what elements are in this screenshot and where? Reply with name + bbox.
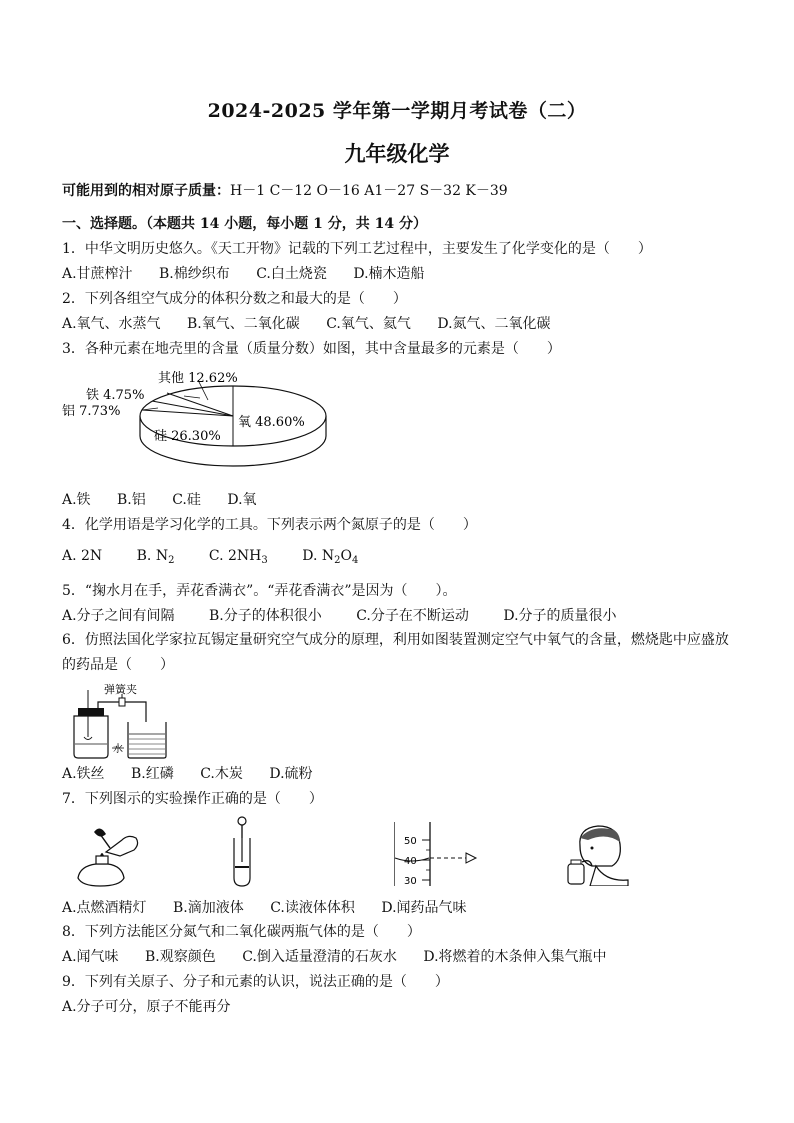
option-d: D.楠木造船 — [353, 266, 425, 282]
option-d: D.氧 — [227, 492, 257, 508]
exam-title: 2024-2025 学年第一学期月考试卷（二） — [207, 100, 587, 122]
question-2-options — [62, 315, 551, 333]
question-6-options — [62, 765, 313, 783]
question-8-options — [62, 948, 607, 966]
option-c: C.氧气、氦气 — [326, 316, 411, 332]
option-a: A.甘蔗榨汁 — [62, 266, 133, 282]
question-1-options — [62, 265, 425, 283]
question-2-stem: 2．下列各组空气成分的体积分数之和最大的是（ ） — [62, 291, 407, 307]
question-4-stem: 4．化学用语是学习化学的工具。下列表示两个氮原子的是（ ） — [62, 517, 477, 533]
option-d-subscript-1: 2 — [334, 555, 341, 566]
alcohol-lamp-body — [78, 864, 124, 886]
option-d-text: D. N — [302, 548, 335, 564]
tick-label-30: 30 — [404, 876, 417, 887]
question-7-stem: 7．下列图示的实验操作正确的是（ ） — [62, 791, 323, 807]
option-a: A.铁丝 — [62, 766, 105, 782]
option-d: D.氮气、二氧化碳 — [437, 316, 551, 332]
gas-bottle — [74, 716, 108, 758]
pie-label-aluminum: 铝 7.73% — [62, 404, 121, 419]
option-b: B.铝 — [117, 492, 146, 508]
option-a: A.铁 — [62, 492, 91, 508]
figure-smell-chemical — [566, 822, 632, 886]
option-c: C.分子在不断运动 — [356, 608, 469, 624]
tick-label-40: 40 — [404, 856, 417, 867]
question-4-options — [62, 547, 358, 570]
option-b: B.氧气、二氧化碳 — [187, 316, 300, 332]
alcohol-lamp-neck — [96, 856, 108, 864]
option-a: A.分子之间有间隔 — [62, 608, 175, 624]
option-b: B.分子的体积很小 — [209, 608, 322, 624]
question-9-stem: 9．下列有关原子、分子和元素的认识，说法正确的是（ ） — [62, 974, 449, 990]
option-d-text-2: O — [340, 548, 352, 564]
crust-element-pie-chart — [62, 366, 332, 490]
option-c: C.白土烧瓷 — [256, 266, 327, 282]
option-a: A.氧气、水蒸气 — [62, 316, 161, 332]
option-c-subscript: 3 — [261, 555, 268, 566]
option-d-subscript-2: 4 — [351, 555, 359, 566]
option-c: C.读液体体积 — [270, 900, 355, 916]
exam-subtitle: 九年级化学 — [344, 141, 450, 166]
figure-light-alcohol-lamp — [70, 820, 150, 892]
match-stick — [100, 834, 110, 848]
person-body — [590, 866, 628, 886]
hand-icon — [94, 828, 106, 836]
option-a: A.闻气味 — [62, 949, 119, 965]
flame-icon — [100, 853, 104, 856]
option-b: B.棉纱织布 — [159, 266, 230, 282]
water-label: 水 — [113, 744, 123, 755]
figure-read-cylinder-volume — [394, 820, 484, 888]
atomic-mass-line — [62, 182, 508, 200]
section-heading: 一、选择题。（本题共 14 小题，每小题 1 分，共 14 分） — [62, 216, 427, 232]
bottle-mouth — [571, 860, 581, 864]
second-lamp-tilted — [106, 836, 138, 856]
option-b: B.观察颜色 — [145, 949, 216, 965]
option-c: C.倒入适量澄清的石灰水 — [242, 949, 397, 965]
option-b-text: B. N — [136, 548, 169, 564]
atomic-mass-values: H－1 C－12 O－16 A1－27 S－32 K－39 — [230, 183, 508, 199]
tick-label-50: 50 — [404, 836, 417, 847]
pie-label-iron: 铁 4.75% — [86, 388, 145, 403]
option-c — [209, 547, 268, 570]
question-7-options — [62, 899, 467, 917]
option-d: D.硫粉 — [269, 766, 313, 782]
beaker — [128, 722, 166, 758]
option-a — [62, 547, 102, 565]
question-3-stem: 3．各种元素在地壳里的含量（质量分数）如图，其中含量最多的元素是（ ） — [62, 341, 561, 357]
question-1-stem: 1．中华文明历史悠久。《天工开物》记载的下列工艺过程中，主要发生了化学变化的是（ ） — [62, 241, 652, 257]
option-c: C.硅 — [172, 492, 201, 508]
option-d — [302, 547, 358, 570]
option-b-subscript: 2 — [168, 555, 175, 566]
dropper-bulb — [238, 817, 246, 825]
question-9-option-a: A.分子可分，原子不能再分 — [62, 999, 231, 1015]
question-5-options — [62, 607, 617, 625]
question-5-stem: 5．“掬水月在手，弄花香满衣”。“弄花香满衣”是因为（ ）。 — [62, 583, 457, 599]
option-d: D.闻药品气味 — [381, 900, 467, 916]
clamp-label: 弹簧夹 — [104, 683, 137, 696]
question-8-stem: 8．下列方法能区分氮气和二氧化碳两瓶气体的是（ ） — [62, 924, 421, 940]
option-c: C.木炭 — [200, 766, 243, 782]
option-a-text: A. 2N — [62, 548, 103, 564]
pie-label-silicon: 硅 26.30% — [154, 429, 221, 444]
question-6-stem-line-1: 6．仿照法国化学家拉瓦锡定量研究空气成分的原理，利用如图装置测定空气中氧气的含量，燃烧匙中应盛放 — [62, 632, 729, 648]
reagent-bottle — [568, 864, 584, 884]
option-c-text: C. 2NH — [208, 548, 262, 564]
atomic-mass-label: 可能用到的相对原子质量： — [62, 183, 230, 199]
option-d: D.分子的质量很小 — [503, 608, 617, 624]
liquid-surface — [235, 866, 249, 868]
person-eye — [591, 847, 594, 850]
oxygen-measurement-apparatus — [66, 682, 176, 762]
pie-label-oxygen: 氧 48.60% — [238, 415, 305, 430]
option-b — [137, 547, 175, 570]
eye-arrow-icon — [466, 853, 476, 863]
option-d: D.将燃着的木条伸入集气瓶中 — [423, 949, 607, 965]
option-a: A.点燃酒精灯 — [62, 900, 147, 916]
question-6-stem-line-2: 的药品是（ ） — [62, 657, 174, 673]
figure-add-liquid-dropper — [228, 816, 258, 888]
option-b: B.滴加液体 — [173, 900, 244, 916]
question-3-options — [62, 491, 257, 509]
spring-clamp — [119, 698, 125, 706]
option-b: B.红磷 — [131, 766, 174, 782]
bottle-stopper — [78, 708, 104, 716]
pie-label-other: 其他 12.62% — [158, 371, 238, 386]
